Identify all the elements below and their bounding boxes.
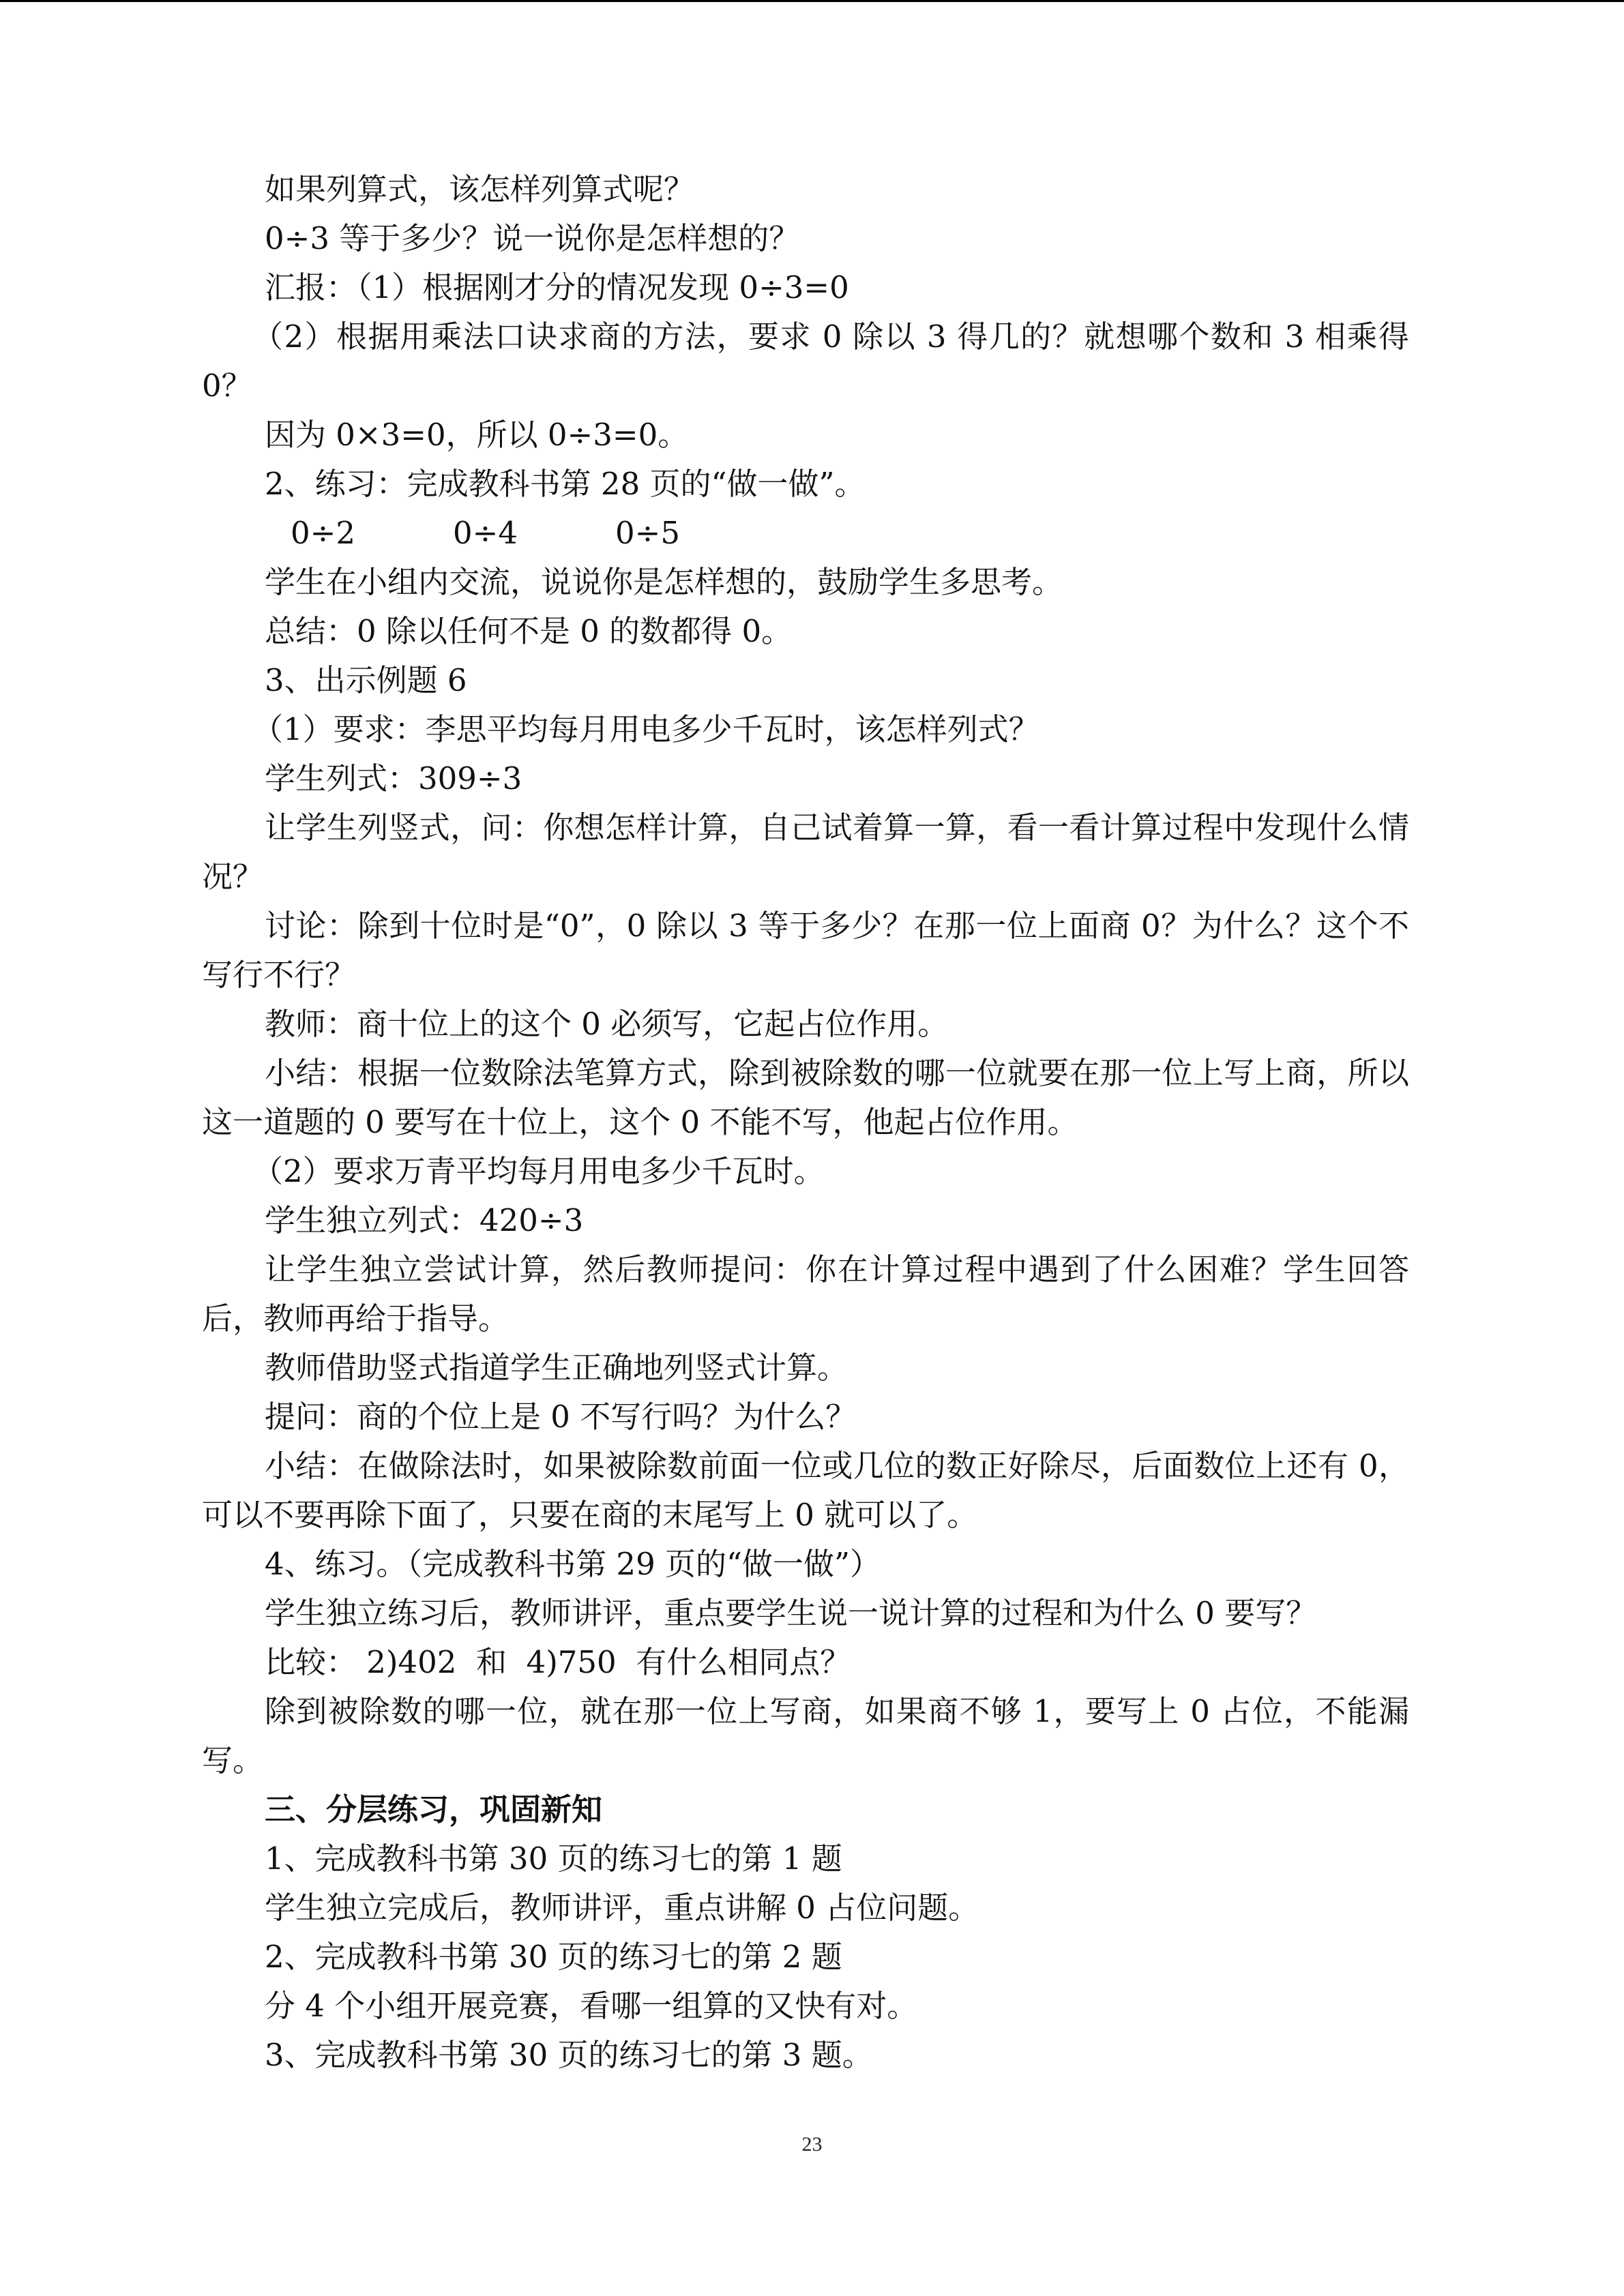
page-number: 23 — [801, 2133, 823, 2156]
paragraph: 讨论：除到十位时是“0”，0 除以 3 等于多少？在那一位上面商 0？为什么？这个不写行不行？ — [202, 908, 1409, 993]
section-heading: 三、分层练习，巩固新知 — [265, 1791, 603, 1828]
paragraph: 汇报：（1）根据刚才分的情况发现 0÷3=0 — [265, 269, 849, 305]
paragraph: 让学生列竖式，问：你想怎样计算，自己试着算一算，看一看计算过程中发现什么情况？ — [202, 809, 1409, 895]
paragraph: 4、练习。（完成教科书第 29 页的“做一做”） — [265, 1546, 881, 1582]
paragraph: 学生独立练习后，教师讲评，重点要学生说一说计算的过程和为什么 0 要写？ — [265, 1595, 1317, 1631]
paragraph: 2、练习：完成教科书第 28 页的“做一做”。 — [265, 466, 866, 502]
paragraph: 小结：根据一位数除法笔算方式，除到被除数的哪一位就要在那一位上写上商，所以这一道题的 0 要写在十位上，这个 0 不能不写，他起占位作用。 — [202, 1055, 1409, 1140]
paragraph: 学生独立完成后，教师讲评，重点讲解 0 占位问题。 — [265, 1890, 979, 1926]
paragraph: 学生在小组内交流，说说你是怎样想的，鼓励学生多思考。 — [265, 564, 1063, 600]
paragraph: 提问：商的个位上是 0 不写行吗？为什么？ — [265, 1399, 857, 1435]
paragraph: 分 4 个小组开展竞赛，看哪一组算的又快有对。 — [265, 1988, 918, 2024]
exercise-row: 0÷2 0÷4 0÷5 — [291, 515, 680, 551]
paragraph: 教师：商十位上的这个 0 必须写，它起占位作用。 — [265, 1006, 949, 1042]
paragraph: 0÷3 等于多少？说一说你是怎样想的？ — [265, 220, 800, 256]
paragraph: 让学生独立尝试计算，然后教师提问：你在计算过程中遇到了什么困难？学生回答后，教师再给于指导。 — [202, 1251, 1409, 1337]
paragraph: 学生列式：309÷3 — [265, 760, 522, 796]
paragraph: 教师借助竖式指道学生正确地列竖式计算。 — [265, 1350, 848, 1386]
paragraph: 除到被除数的哪一位，就在那一位上写商，如果商不够 1，要写上 0 占位，不能漏写。 — [202, 1693, 1409, 1778]
paragraph: 因为 0×3=0，所以 0÷3=0。 — [265, 417, 689, 453]
paragraph: 学生独立列式：420÷3 — [265, 1202, 584, 1238]
paragraph: （2）要求万青平均每月用电多少千瓦时。 — [252, 1153, 825, 1189]
paragraph: 3、出示例题 6 — [265, 662, 467, 698]
paragraph: （2）根据用乘法口诀求商的方法，要求 0 除以 3 得几的？就想哪个数和 3 相乘得 0？ — [202, 318, 1419, 404]
paragraph: （1）要求：李思平均每月用电多少千瓦时，该怎样列式？ — [252, 711, 1039, 747]
paragraph: 1、完成教科书第 30 页的练习七的第 1 题 — [265, 1840, 842, 1877]
paragraph: 2、完成教科书第 30 页的练习七的第 2 题 — [265, 1939, 842, 1975]
document-body — [202, 165, 1419, 2080]
paragraph: 比较： 2)402 和 4)750 有什么相同点？ — [265, 1644, 851, 1680]
top-border-line — [0, 0, 1624, 2]
paragraph: 总结：0 除以任何不是 0 的数都得 0。 — [265, 613, 793, 649]
paragraph: 小结：在做除法时，如果被除数前面一位或几位的数正好除尽，后面数位上还有 0，可以不要再除下面了，只要在商的末尾写上 0 就可以了。 — [202, 1448, 1409, 1533]
paragraph: 如果列算式，该怎样列算式呢？ — [265, 171, 695, 207]
paragraph: 3、完成教科书第 30 页的练习七的第 3 题。 — [265, 2037, 873, 2073]
